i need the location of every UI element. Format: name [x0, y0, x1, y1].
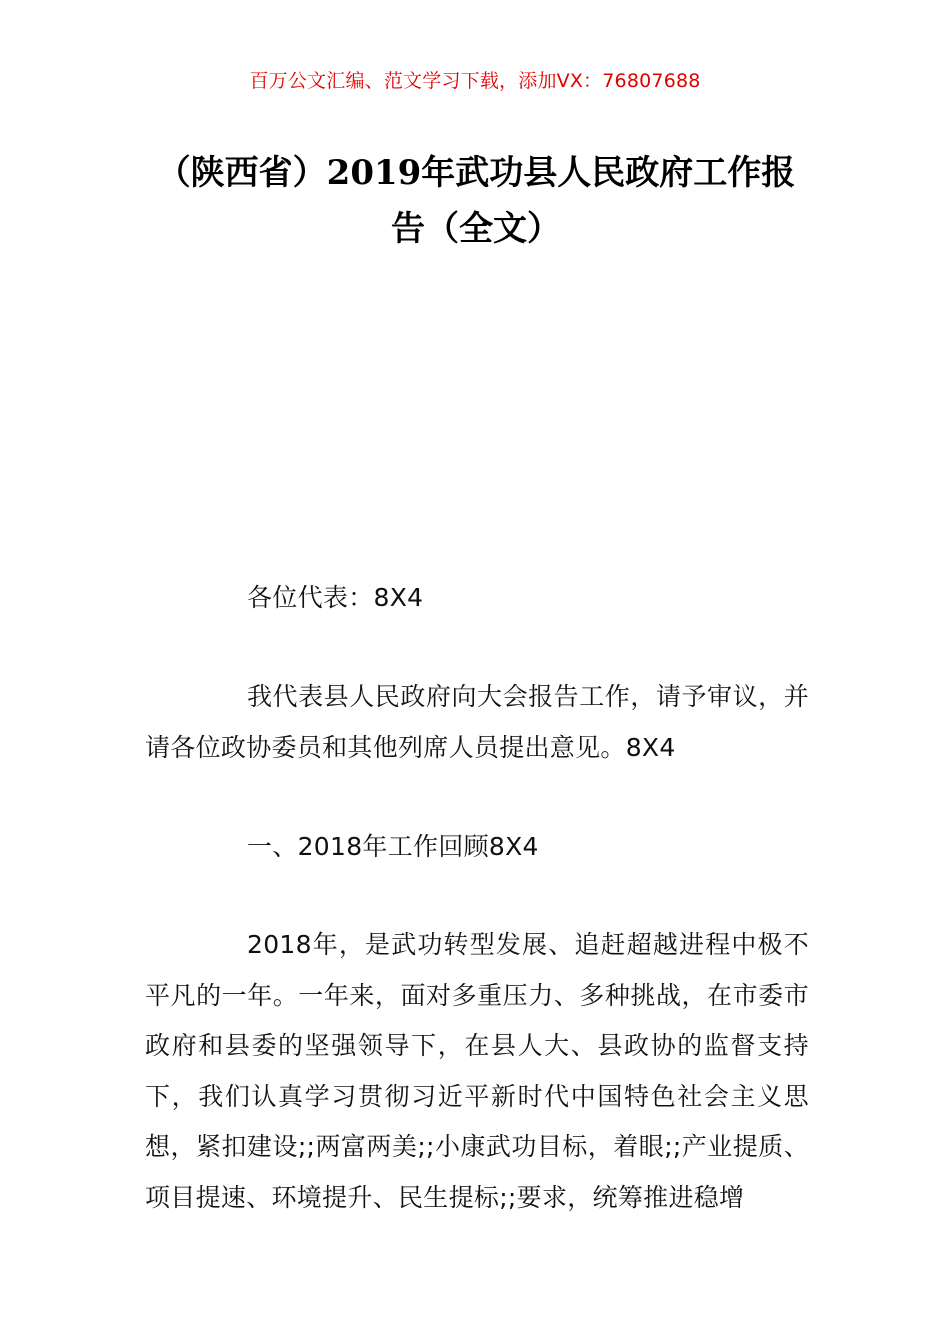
section-heading-review-2018: 一、2018年工作回顾8X4	[247, 832, 539, 861]
body-paragraph: 2018年，是武功转型发展、追赶超越进程中极不平凡的一年。一年来，面对多重压力、多种挑战，在市委市政府和县委的坚强领导下，在县人大、县政协的监督支持下，我们认真学习贯彻习近平新时代中国特色社会主义思想，紧扣建设;;两富两美;;小康武功目标，着眼;;产业提质、项目提速、环境提升、民生提标;;要求，统筹推进稳增	[145, 930, 809, 1212]
header-promo-note: 百万公文汇编、范文学习下载，添加VX：76807688	[249, 70, 701, 92]
salutation-paragraph: 各位代表：8X4	[247, 583, 424, 612]
document-title	[140, 145, 812, 257]
intro-paragraph: 我代表县人民政府向大会报告工作，请予审议，并请各位政协委员和其他列席人员提出意见。8X4	[145, 682, 809, 762]
title-line-2: 告（全文）	[391, 209, 561, 249]
title-line-1: （陕西省）2019年武功县人民政府工作报	[156, 153, 796, 193]
